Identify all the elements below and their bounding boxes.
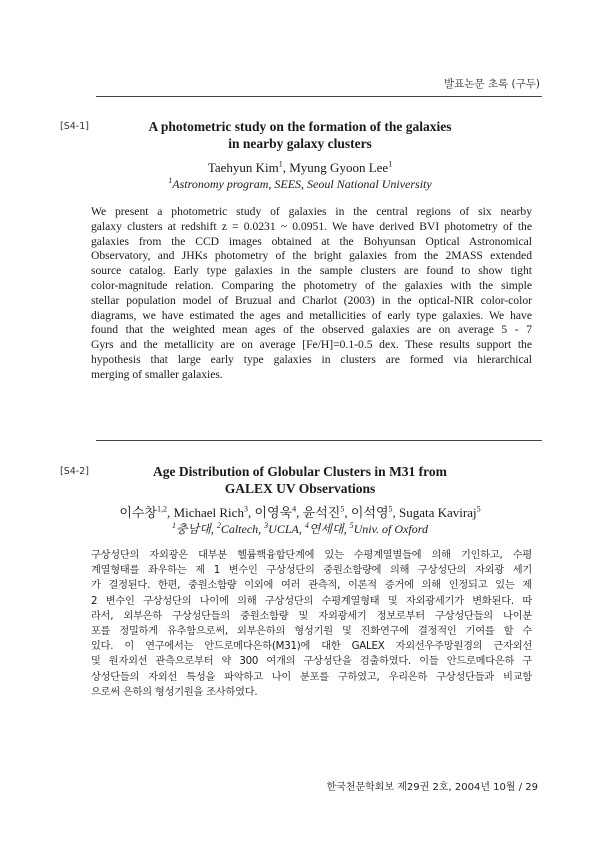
abstract-line: 구상성단의 자외광은 대부분 헬륨핵융합단계에 있는 수평계열별들에 의해 기인하고, 수평 — [91, 550, 532, 561]
author: 이영욱$^4$, — [254, 504, 303, 520]
author: 이수창$^{1,2}$, — [119, 504, 174, 520]
abstract-line: Observatory, and JHKs photometry of the bright galaxies from the 2MASS extended — [91, 249, 532, 263]
abstract-line: Gyrs and the metallicity are on average [Fe/H]=0.1-0.5 dex. These results support the — [91, 338, 532, 352]
author: Sugata Kaviraj$^5$ — [399, 504, 481, 520]
header-rule — [96, 96, 542, 97]
abstract-line: 포를 정밀하게 유추함으로써, 외부은하의 형성기원 및 진화연구에 결정적인 기여를 할 수 — [91, 626, 532, 638]
paper-2-title-line: GALEX UV Observations — [224, 481, 376, 496]
abstract-line: merging of smaller galaxies. — [91, 367, 223, 381]
abstract-line: 있다. 이 연구에서는 안드로메다은하(M31)에 대한 GALEX 자외선우주망원경의 근자외선 — [91, 641, 532, 653]
paper-1-code: [S4-1] — [60, 121, 89, 132]
abstract-line: We present a photometric study of galaxies in the central regions of six nearby — [91, 205, 532, 218]
abstract-line: 으로써 은하의 형성기원을 조사하였다. — [91, 686, 258, 698]
paper-1-authors — [60, 160, 540, 176]
author: Taehyun Kim$^1$, — [207, 159, 290, 175]
abstract-line: 가 결정된다. 한편, 중원소함량 이외에 여러 관측적, 이론적 증거에 의해 인정되고 있는 제 — [91, 580, 532, 592]
abstract-line: found that the weighted mean ages of the observed galaxies are on average 5 - 7 — [91, 323, 532, 337]
paper-2-heading — [60, 463, 540, 497]
page-footer: 한국천문학회보 제29권 2호, 2004년 10월 / 29 — [326, 782, 538, 793]
paper-2-authors — [60, 505, 540, 521]
abstract-line: source catalog. Early type galaxies in the sample clusters are found to show tight — [91, 264, 532, 278]
paper-1-title-line: in nearby galaxy clusters — [228, 136, 372, 151]
paper-1-title — [60, 118, 540, 152]
paper-1-heading — [60, 118, 540, 152]
paper-2-title — [60, 463, 540, 497]
author: Michael Rich$^3$, — [173, 504, 255, 520]
paper-1-abstract — [91, 205, 532, 383]
abstract-line: 및 원자외선 관측으로부터 약 300 여개의 구상성단을 검출하였다. 이들 안드로메다은하 구 — [91, 656, 532, 668]
author: 이석영$^5$, — [350, 504, 400, 520]
author: Myung Gyoon Lee$^1$ — [289, 159, 393, 175]
paper-2-abstract — [91, 548, 532, 700]
abstract-line: diagrams, we have estimated the ages and metallicities of early type galaxies. We have — [91, 308, 532, 322]
paper-2-code: [S4-2] — [60, 466, 89, 477]
paper-2-affiliations: $^1$충남대, $^2$Caltech, $^3$UCLA, $^4$연세대, $^5$Univ. of Oxford — [172, 521, 428, 536]
section-label: 발표논문 초록 (구두) — [443, 78, 540, 90]
paper-1-affiliation: $^1$Astronomy program, SEES, Seoul National University — [168, 176, 432, 191]
paper-1-title-line: A photometric study on the formation of the galaxies — [148, 119, 452, 134]
abstract-line: 상성단들의 자외선 특성을 파악하고 나이 분포를 구하였고, 우리은하 구상성단들과 비교함 — [91, 671, 532, 683]
section-divider — [96, 440, 542, 441]
abstract-line: 계열형태를 좌우하는 제 1 변수인 구상성단의 중원소함량에 의해 구상성단의 자외광 세기 — [91, 565, 532, 577]
abstract-line: color-magnitude relation. Comparing the photometry of the galaxies with the simple — [91, 278, 532, 292]
abstract-line: hypothesis that large early type galaxies in clusters are formed via hierarchical — [91, 352, 532, 366]
abstract-line: stellar population model of Bruzual and Charlot (2003) in the optical-NIR color-color — [91, 293, 532, 307]
paper-2-title-line: Age Distribution of Globular Clusters in M31 from — [153, 464, 447, 479]
author: 윤석진$^5$, — [302, 504, 351, 520]
abstract-line: galaxies from the CCD images obtained at the Bohyunsan Optical Astronomical — [91, 234, 532, 248]
abstract-line: 라서, 외부은하 구상성단들의 중원소함량 및 자외광세기 정보로부터 구상성단들의 나이분 — [91, 610, 532, 622]
abstract-line: 2 변수인 구상성단의 나이에 의해 구상성단의 수평계열형태 및 자외광세기가 변화된다. 따 — [91, 595, 532, 607]
abstract-line: galaxy clusters at redshift z = 0.0231 ~ 0.0951. We have derived BVI photometry of the — [91, 219, 532, 233]
